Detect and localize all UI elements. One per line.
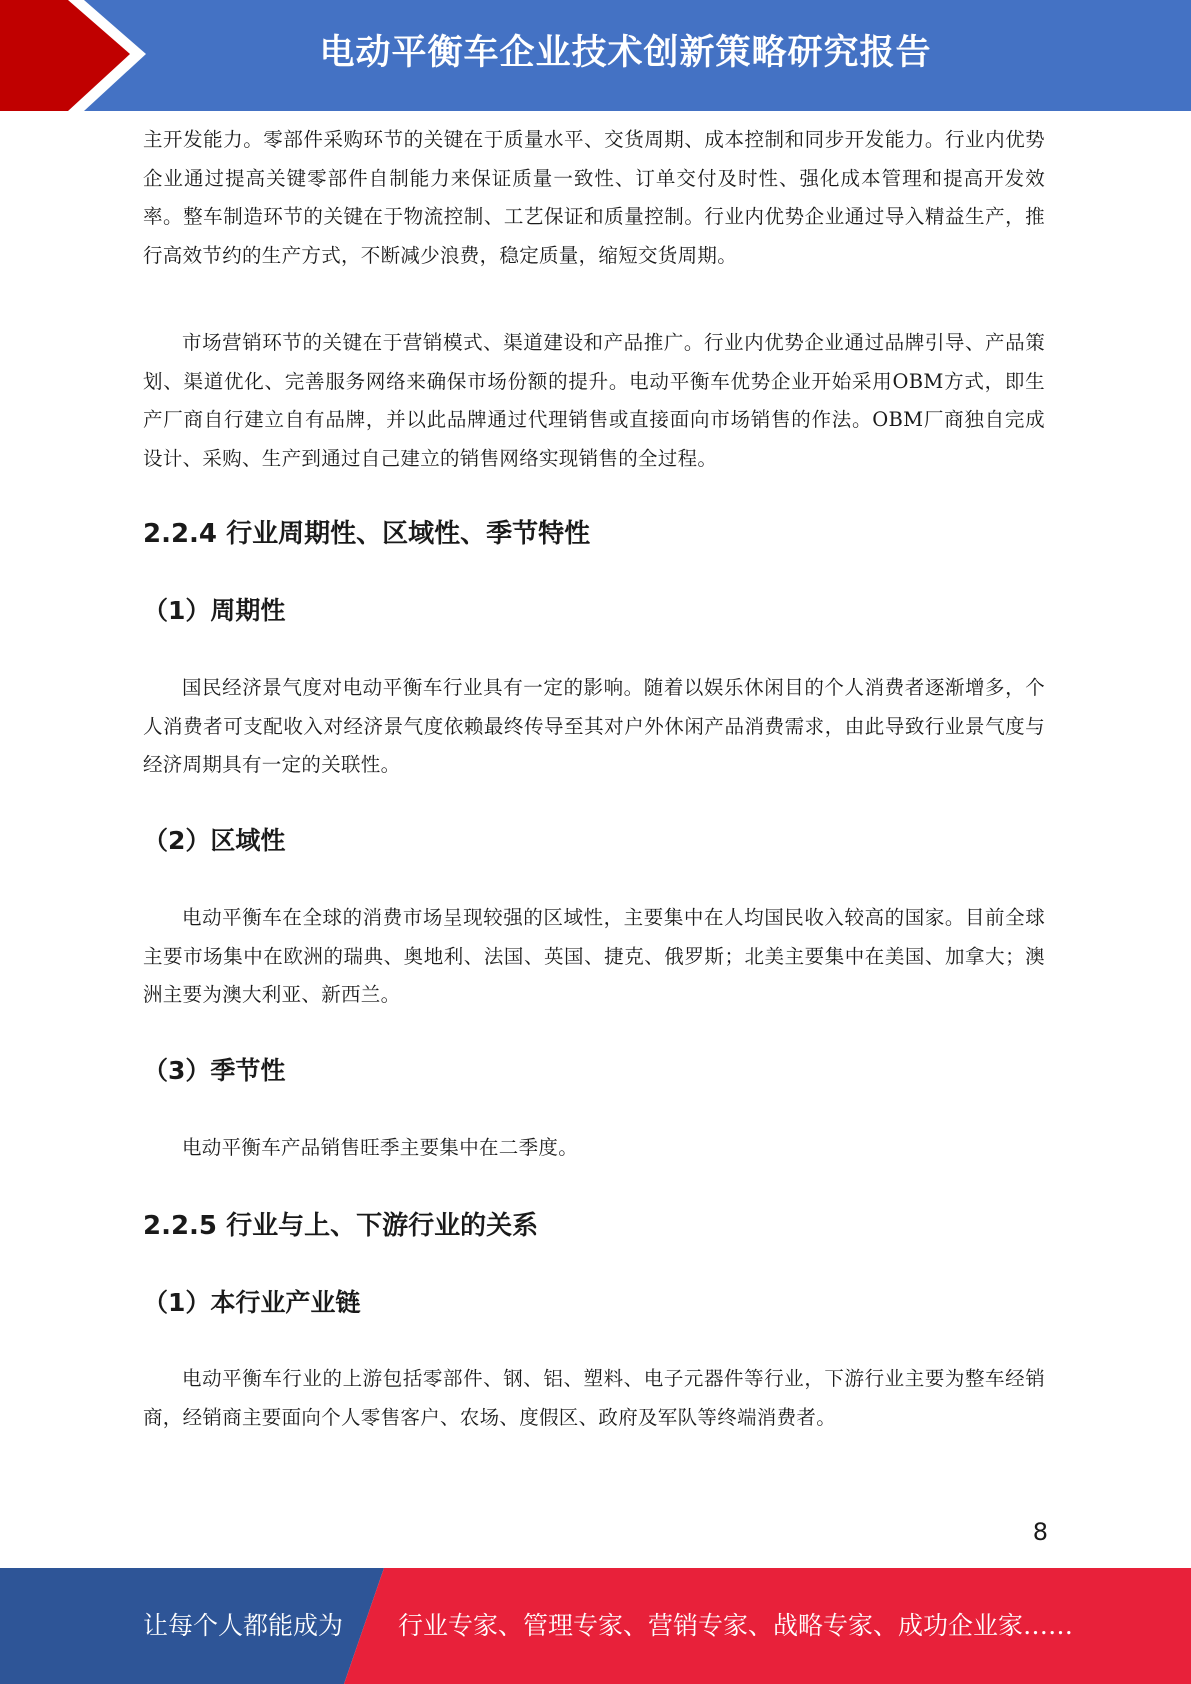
subheading-industry-chain: （1）本行业产业链 xyxy=(143,1288,361,1317)
paragraph-regionality xyxy=(143,899,1045,1015)
body-text: 电动平衡车产品销售旺季主要集中在二季度。 xyxy=(182,1136,579,1159)
body-text: 市场营销环节的关键在于营销模式、渠道建设和产品推广。行业内优势企业通过品牌引导、产品策划、渠道优化、完善服务网络来确保市场份额的提升。电动平衡车优势企业开始采用OBM方式，即生产厂商自行建立自有品牌，并以此品牌通过代理销售或直接面向市场销售的作法。OBM厂商独自完成设计、采购、生产到通过自己建立的销售网络实现销售的全过程。 xyxy=(143,331,1045,470)
body-text: 主开发能力。零部件采购环节的关键在于质量水平、交货周期、成本控制和同步开发能力。行业内优势企业通过提高关键零部件自制能力来保证质量一致性、订单交付及时性、强化成本管理和提高开发效率。整车制造环节的关键在于物流控制、工艺保证和质量控制。行业内优势企业通过导入精益生产，推行高效节约的生产方式，不断减少浪费，稳定质量，缩短交货周期。 xyxy=(143,128,1045,267)
report-title: 电动平衡车企业技术创新策略研究报告 xyxy=(319,33,932,73)
footer-slogan-right: 行业专家、管理专家、营销专家、战略专家、成功企业家…… xyxy=(398,1611,1074,1640)
section-heading-2-2-4: 2.2.4 行业周期性、区域性、季节特性 xyxy=(143,519,591,549)
section-heading-2-2-5: 2.2.5 行业与上、下游行业的关系 xyxy=(143,1211,539,1241)
page-footer xyxy=(0,1568,1191,1684)
subheading-cyclicality: （1）周期性 xyxy=(143,596,286,625)
subheading-regionality: （2）区域性 xyxy=(143,826,286,855)
body-text: 电动平衡车在全球的消费市场呈现较强的区域性，主要集中在人均国民收入较高的国家。目前全球主要市场集中在欧洲的瑞典、奥地利、法国、英国、捷克、俄罗斯；北美主要集中在美国、加拿大；澳洲主要为澳大利亚、新西兰。 xyxy=(143,906,1045,1006)
footer-slogan-left: 让每个人都能成为 xyxy=(143,1611,344,1640)
paragraph-seasonality xyxy=(143,1129,1045,1168)
paragraph-production xyxy=(143,121,1045,275)
paragraph-cyclicality xyxy=(143,669,1045,785)
page-number: 8 xyxy=(1032,1518,1048,1546)
body-text: 电动平衡车行业的上游包括零部件、钢、铝、塑料、电子元器件等行业，下游行业主要为整车经销商，经销商主要面向个人零售客户、农场、度假区、政府及军队等终端消费者。 xyxy=(143,1367,1045,1429)
paragraph-marketing xyxy=(143,324,1045,478)
page-header xyxy=(0,0,1191,111)
paragraph-industry-chain xyxy=(143,1360,1045,1437)
body-text: 国民经济景气度对电动平衡车行业具有一定的影响。随着以娱乐休闲目的个人消费者逐渐增多，个人消费者可支配收入对经济景气度依赖最终传导至其对户外休闲产品消费需求，由此导致行业景气度与经济周期具有一定的关联性。 xyxy=(143,676,1045,776)
subheading-seasonality: （3）季节性 xyxy=(143,1056,286,1085)
